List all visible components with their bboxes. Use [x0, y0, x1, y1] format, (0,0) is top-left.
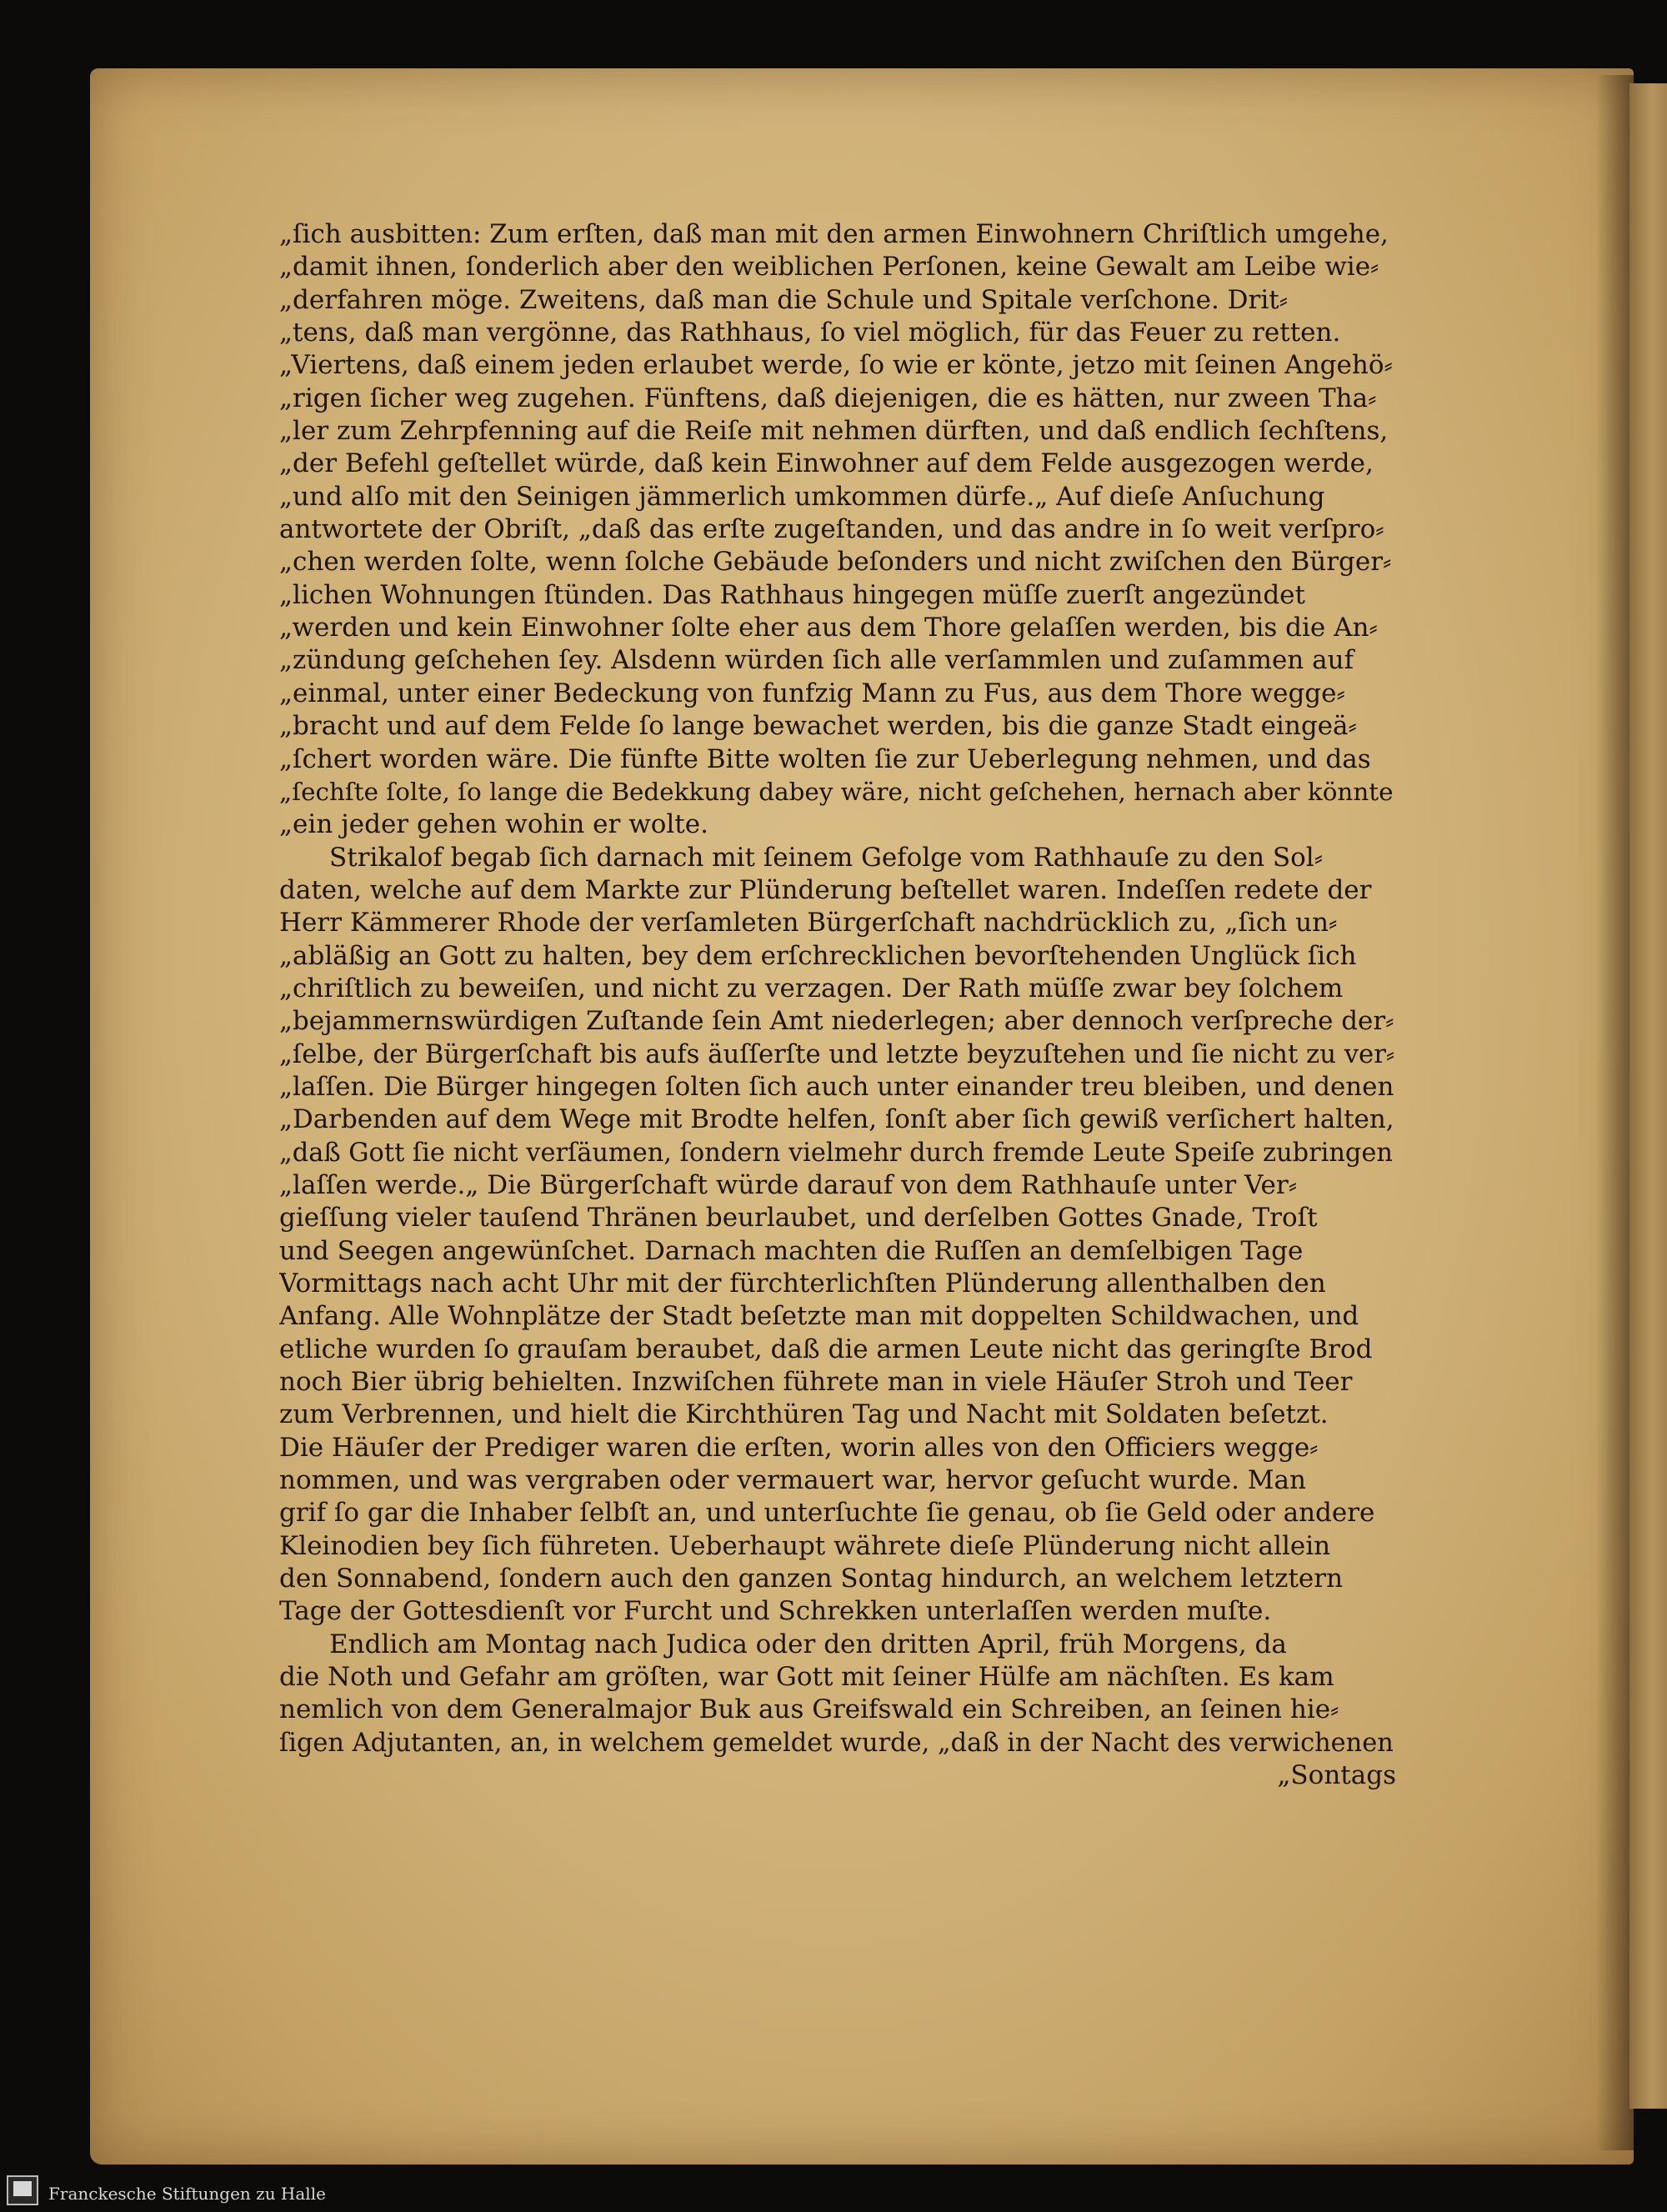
text-line: den Sonnabend, ſondern auch den ganzen Sontag hindurch, an welchem letztern	[279, 1564, 1344, 1594]
text-line: „werden und kein Einwohner ſolte eher aus dem Thore gelaſſen werden, bis die An⸗	[279, 613, 1378, 643]
text-line: Kleinodien bey ſich führeten. Ueberhaupt währete dieſe Plünderung nicht allein	[279, 1530, 1331, 1561]
text-line: und Seegen angewünſchet. Darnach machten die Ruſſen an demſelbigen Tage	[279, 1235, 1304, 1266]
footer-institution-name: Franckesche Stiftungen zu Halle	[48, 2184, 326, 2204]
text-line: „ſchert worden wäre. Die fünfte Bitte wolten ſie zur Ueberlegung nehmen, und das	[279, 743, 1371, 774]
text-line: „Viertens, daß einem jeden erlaubet werde, ſo wie er könte, jetzo mit ſeinen Angehö⸗	[279, 350, 1393, 381]
text-line: „zündung geſchehen ſey. Alsdenn würden ſich alle verſammlen und zuſammen auf	[279, 645, 1354, 676]
text-line: gieſſung vieler tauſend Thränen beurlaubet, und derſelben Gottes Gnade, Troſt	[279, 1203, 1318, 1234]
text-line: Die Häuſer der Prediger waren die erſten, worin alles von den Officiers wegge⸗	[279, 1432, 1319, 1463]
text-line: „ein jeder gehen wohin er wolte.	[279, 809, 708, 840]
text-line: „daß Gott ſie nicht verſäumen, ſondern vielmehr durch fremde Leute Speiſe zubringen	[279, 1138, 1393, 1168]
text-line: „ler zum Zehrpfenning auf die Reiſe mit nehmen dürften, und daß endlich ſechſtens,	[279, 416, 1389, 447]
text-line: antwortete der Obriſt, „daß das erſte zugeſtanden, und das andre in ſo weit verſpro⸗	[279, 514, 1384, 545]
text-line: „tens, daß man vergönne, das Rathhaus, ſo viel möglich, für das Feuer zu retten.	[279, 318, 1341, 348]
logo-mark	[13, 2181, 32, 2196]
text-line: etliche wurden ſo grauſam beraubet, daß die armen Leute nicht das geringſte Brod	[279, 1334, 1373, 1364]
text-line: „einmal, unter einer Bedeckung von funfzig Mann zu Fus, aus dem Thore wegge⸗	[279, 678, 1345, 708]
text-line: die Noth und Gefahr am gröſten, war Gott mit ſeiner Hülfe am nächſten. Es kam	[279, 1662, 1334, 1693]
body-text	[279, 218, 1396, 1793]
text-line: Vormittags nach acht Uhr mit der fürchterlichſten Plünderung allenthalben den	[279, 1269, 1326, 1299]
text-line: Anfang. Alle Wohnplätze der Stadt beſetzte man mit doppelten Schildwachen, und	[279, 1301, 1359, 1332]
text-line: „derfahren möge. Zweitens, daß man die Schule und Spitale verſchone. Drit⸗	[279, 284, 1289, 315]
text-line: „rigen ſicher weg zugehen. Fünftens, daß diejenigen, die es hätten, nur zween Tha⸗	[279, 383, 1377, 413]
catchword: „Sontags	[1277, 1760, 1396, 1791]
text-line: Tage der Gottesdienſt vor Furcht und Schrekken unterlaſſen werden muſte.	[279, 1596, 1272, 1627]
text-line: „laſſen werde.„ Die Bürgerſchaft würde darauf von dem Rathhauſe unter Ver⸗	[279, 1169, 1298, 1200]
text-line: „bracht und auf dem Felde ſo lange bewachet werden, bis die ganze Stadt eingeä⸗	[279, 711, 1357, 742]
text-line: „abläßig an Gott zu halten, bey dem erſchrecklichen bevorſtehenden Unglück ſich	[279, 940, 1357, 971]
text-line: nemlich von dem Generalmajor Buk aus Greifswald ein Schreiben, an ſeinen hie⸗	[279, 1694, 1339, 1725]
text-line: „ſich ausbitten: Zum erſten, daß man mit den armen Einwohnern Chriſtlich umgehe,	[279, 219, 1389, 249]
text-line: noch Bier übrig behielten. Inzwiſchen führete man in viele Häuſer Stroh und Teer	[279, 1367, 1353, 1398]
adjacent-page-edge	[1629, 83, 1667, 2109]
gutter-shadow	[1596, 75, 1634, 2150]
text-line: daten, welche auf dem Markte zur Plünderung beſtellet waren. Indeſſen redete der	[279, 874, 1372, 905]
text-line: nommen, und was vergraben oder vermauert war, hervor geſucht wurde. Man	[279, 1465, 1306, 1496]
text-line: Strikalof begab ſich darnach mit ſeinem Gefolge vom Rathhauſe zu den Sol⸗	[329, 842, 1324, 873]
text-line: „lichen Wohnungen ſtünden. Das Rathhaus hingegen müſſe zuerſt angezündet	[279, 579, 1305, 610]
institution-logo-icon	[7, 2175, 38, 2205]
text-line: „und alſo mit den Seinigen jämmerlich umkommen dürfe.„ Auf dieſe Anſuchung	[279, 481, 1325, 512]
text-line: „damit ihnen, ſonderlich aber den weiblichen Perſonen, keine Gewalt am Leibe wie⸗	[279, 252, 1379, 283]
text-line: „ſelbe, der Bürgerſchaft bis aufs äuſſerſte und letzte beyzuſtehen und ſie nicht zu ver⸗	[279, 1039, 1395, 1069]
text-line: Endlich am Montag nach Judica oder den dritten April, früh Morgens, da	[329, 1629, 1287, 1659]
text-line: „Darbenden auf dem Wege mit Brodte helfen, ſonſt aber ſich gewiß verſichert halten,	[279, 1104, 1394, 1135]
text-line: „chen werden ſolte, wenn ſolche Gebäude beſonders und nicht zwiſchen den Bürger⸗	[279, 547, 1392, 578]
text-line: Herr Kämmerer Rhode der verſamleten Bürgerſchaft nachdrücklich zu, „ſich un⸗	[279, 908, 1338, 938]
text-line: „der Befehl geſtellet würde, daß kein Einwohner auf dem Felde ausgezogen werde,	[279, 448, 1374, 479]
text-line: zum Verbrennen, und hielt die Kirchthüren Tag und Nacht mit Soldaten beſetzt.	[279, 1399, 1329, 1430]
text-line: grif ſo gar die Inhaber ſelbſt an, und unterſuchte ſie genau, ob ſie Geld oder andere	[279, 1498, 1375, 1529]
text-line: „laſſen. Die Bürger hingegen ſolten ſich auch unter einander treu bleiben, und denen	[279, 1071, 1394, 1102]
text-line: „bejammernswürdigen Zuſtande ſein Amt niederlegen; aber dennoch verſpreche der⸗	[279, 1006, 1394, 1037]
text-line: „chriſtlich zu beweiſen, und nicht zu verzagen. Der Rath müſſe zwar bey ſolchem	[279, 973, 1344, 1003]
text-line: ſigen Adjutanten, an, in welchem gemeldet wurde, „daß in der Nacht des verwichenen	[279, 1728, 1394, 1758]
text-line: „ſechſte ſolte, ſo lange die Bedekkung dabey wäre, nicht geſchehen, hernach aber könnte	[279, 777, 1394, 806]
